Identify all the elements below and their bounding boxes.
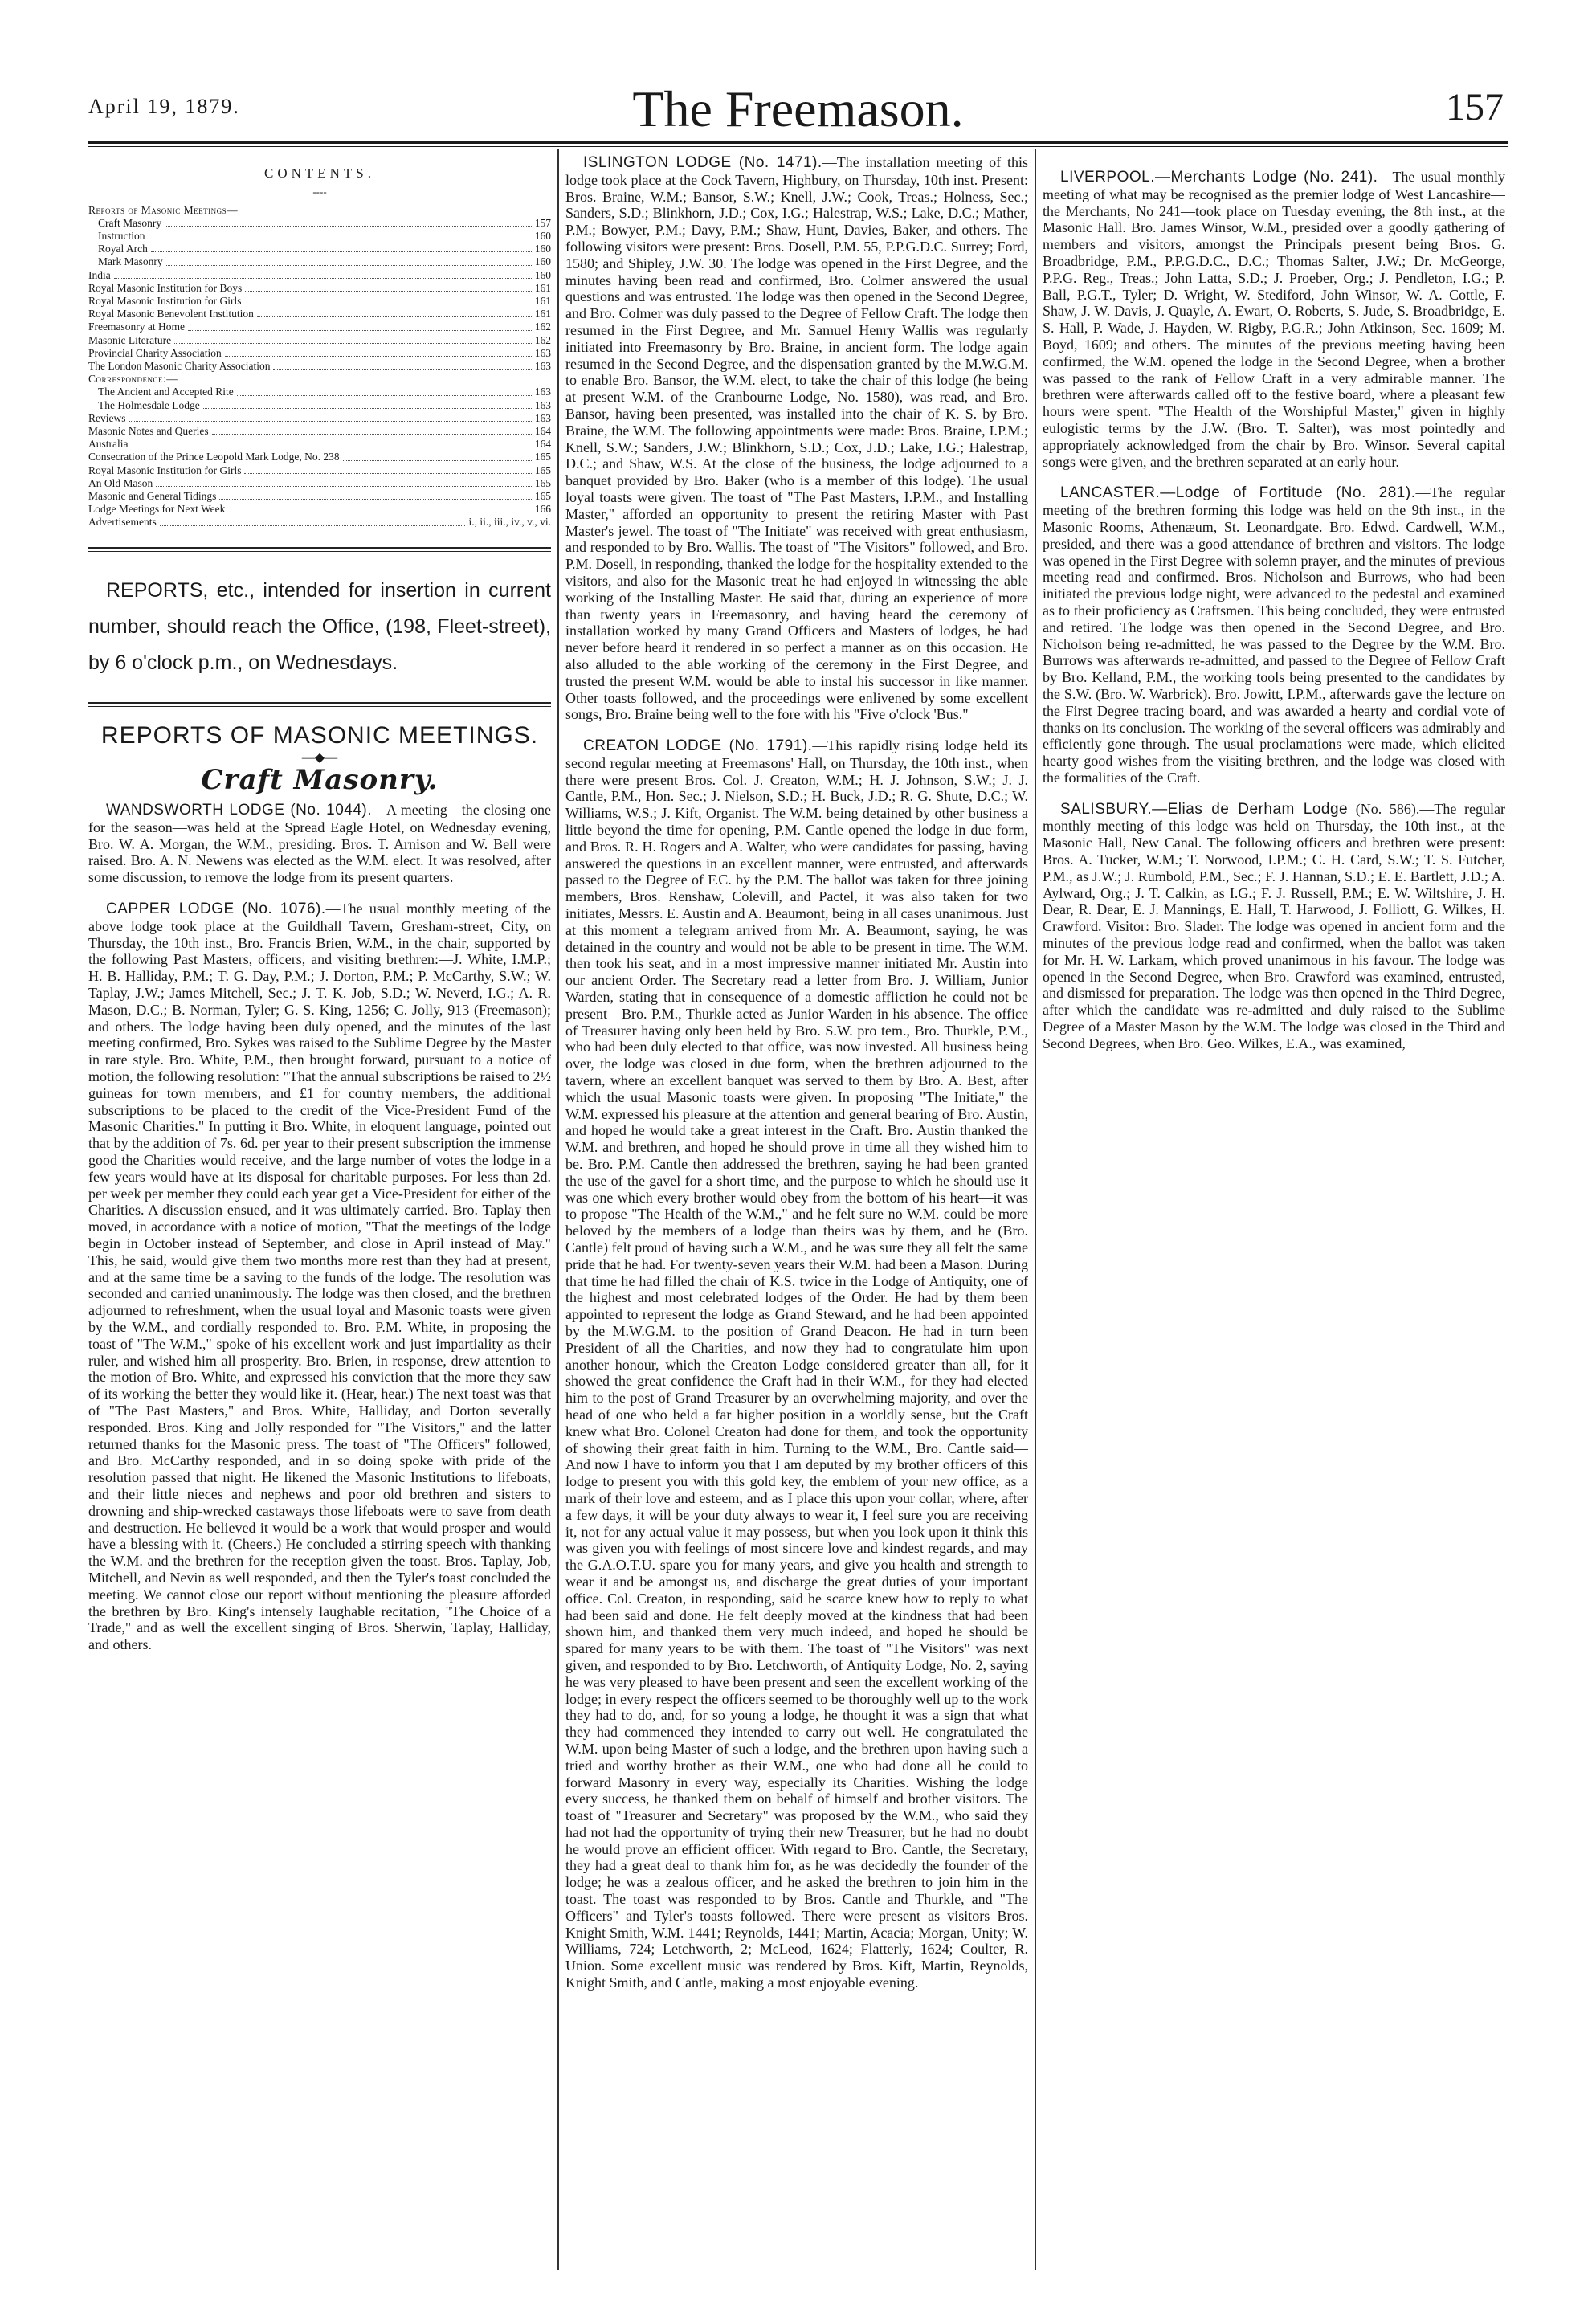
contents-entry-title: Advertisements (88, 516, 157, 529)
report-body: —The usual monthly meeting of what may be recognised as the premier lodge of West Lancashire—the Merchants, No 241—took place on Tuesday evening, the 8th inst., at the Masonic Hall. Bro. James Winsor, W.M., presided over a goodly gathering of members and visitors, amongst the Principals present being Bros. G. Broadbridge, P.M., P.P.G.D.C., D.C.; Thomas Salter, J.W.; Dr. McGeorge, P.P.G. Reg., Treas.; John Latta, S.D.; J. Proeber, Org.; J. Pendleton, I.G.; P. Ball, P.G.T., Tyler; D. Wright, W. Stediford, John Winsor, W. A. Cottle, F. Shaw, J. W. Davis, J. Quayle, A. Ewart, O. Roberts, S. Jude, S. Broadbridge, E. S. Hall, P. Wade, J. Hayden, W. Rigby, P.G.R.; John Atkinson, Sec. 1609; M. Boyd, 1609; and others. The minutes of the previous meeting having been confirmed, the W.M. opened the lodge in the Second Degree, when a brother was passed to the rank of Fellow Craft in a very admirable manner. The brethren were afterwards called off to the festive board, where a pleasant few hours were spent. "The Health of the Worshipful Master," given in highly eulogistic terms by the J.W. (Bro. T. Salter), was most pointedly and appropriately acknowledged from the chair by Bro. Winsor. Several capital songs were given, and the brethren separated at an early hour. (1043, 169, 1505, 470)
contents-entry (88, 295, 551, 308)
report-liverpool (1043, 169, 1505, 470)
contents-entry-page: 163 (534, 386, 551, 398)
contents-entry-title: Australia (88, 438, 129, 451)
column-divider (557, 149, 559, 2270)
report-body: —A meeting—the closing one for the season—was held at the Spread Eagle Hotel, on Wednesday evening, Bro. W. A. Morgan, the W.M., presiding. Bros. T. Arnison and W. Bell were raised. Bro. A. N. Newens was elected as the W.M. elect. It was resolved, after some discussion, to remove the lodge from its present quarters. (88, 802, 551, 886)
contents-entry (88, 373, 551, 386)
contents-entry-page: 166 (534, 503, 551, 516)
masthead-rule-thick (88, 141, 1508, 144)
column-2 (565, 154, 1028, 2267)
report-body: —The usual monthly meeting of the above lodge took place at the Guildhall Tavern, Gresham-street, City, on Thursday, the 10th inst., Bro. Francis Brien, W.M., in the chair, supported by the following Past Masters, officers, and visiting brethren:—J. White, I.M.P.; H. B. Halliday, P.M.; T. G. Day, P.M.; J. Dorton, P.M.; P. McCarthy, S.W.; W. Taplay, J.W.; James Mitchell, Sec.; J. T. K. Job, S.D.; W. Neverd, I.G.; A. R. Mason, D.C.; B. Norman, Tyler; G. S. King, 1256; C. Jolly, 913 (Freemason); and others. The lodge having been duly opened, and the minutes of the last meeting confirmed, Bro. Sykes was raised to the Sublime Degree by the Master in rare style. Bro. White, P.M., then brought forward, pursuant to a notice of motion, the following resolution: "That the annual subscriptions be raised to 2½ guineas for town members, and £1 for country members, the additional subscriptions to be placed to the credit of the Vice-President Fund of the Masonic Charities." In putting it Bro. White, in eloquent language, pointed out that by the addition of 7s. 6d. per year to their present subscription the immense good the Charities would receive, and the large number of votes the lodge in a few years would have at its disposal for charitable purposes. For less than 2d. per week per member they could each year get a Vice-President for either of the Charities. A discussion ensued, and it was ultimately carried. Bro. Taplay then moved, in accordance with a notice of motion, "That the meetings of the lodge begin in October instead of September, and close in April instead of May." This, he said, would give them two months more rest than they had at present, and at the same time be a saving to the funds of the lodge. The resolution was seconded and carried unanimously. The lodge was then closed, and the brethren adjourned to refreshment, when the usual loyal and Masonic toasts were given by the W.M., and cordially responded to. Bro. P.M. White, in proposing the toast of "The W.M.," spoke of his excellent work and just impartiality as their ruler, and wished him all prosperity. Bro. Brien, in response, drew attention to the motion of Bro. White, and expressed his conviction that the more they saw of its working the better they would like it. (Hear, hear.) The next toast was that of "The Past Masters," and Bros. White, Halliday, and Dorton severally responded. Bros. King and Jolly responded for "The Visitors," and the latter returned thanks for the Masonic press. The toast of "The Officers" followed, and Bro. McCarthy responded, and in so doing spoke with pride of the resolution passed that night. He likened the Masonic Institutions to lifeboats, and their little nieces and nephews and poor old brethren and sisters to drowning and ship-wrecked castaways those lifeboats were to save from death and destruction. He believed it would be a work that would prosper and would have a blessing with it. (Cheers.) He concluded a stirring speech with thanking the W.M. and the brethren for the reception given the toast. Bros. Taplay, Job, Mitchell, and Nevin as well responded, and then the Tyler's toast concluded the meeting. We cannot close our report without mentioning the pleasure afforded the brethren by Bro. King's intensely laughable recitation, "The Choice of a Trade," and as well the excellent singing of Bros. Sherwin, Taplay, Halliday, and others. (88, 900, 551, 1653)
contents-entry-title: India (88, 268, 111, 281)
contents-entry-title: An Old Mason (88, 476, 153, 489)
contents-entry (88, 477, 551, 490)
contents-entry (88, 243, 551, 255)
column-1 (88, 154, 551, 2267)
masthead-title: The Freemason. (632, 80, 964, 137)
contents-entry-page: 162 (534, 333, 551, 346)
contents-entry-page: 165 (534, 463, 551, 476)
masthead-rule-thin (88, 146, 1508, 147)
contents-entry (88, 269, 551, 282)
contents-entry (88, 347, 551, 360)
contents-entry (88, 230, 551, 243)
contents-entry-page: 161 (534, 308, 551, 321)
ornament-divider: —◆— (301, 751, 338, 766)
contents-entry-title: Masonic and General Tidings (88, 490, 217, 503)
report-lancaster (1043, 484, 1505, 786)
report-lead: WANDSWORTH LODGE (No. 1044). (106, 802, 373, 819)
contents-entry-page: 163 (534, 360, 551, 373)
contents-entry (88, 386, 551, 398)
section-rule-thin (88, 551, 551, 552)
contents-entry (88, 255, 551, 268)
contents-entry-title: Royal Masonic Institution for Girls (88, 463, 242, 476)
section-rule-thin (88, 706, 551, 707)
contents-entry-title: Masonic Notes and Queries (88, 425, 209, 438)
contents-entry-page: 161 (534, 281, 551, 294)
contents-entry (88, 451, 551, 463)
contents-entry-title: Freemasonry at Home (88, 321, 185, 333)
contents-entry-page: 163 (534, 346, 551, 359)
contents-entry-title: The Holmesdale Lodge (98, 398, 200, 411)
report-salisbury (1043, 801, 1505, 1052)
report-creaton (565, 737, 1028, 1991)
contents-entry-page: 163 (534, 411, 551, 424)
contents-entry-page: 160 (534, 268, 551, 281)
contents-entry (88, 516, 551, 529)
contents-entry (88, 217, 551, 230)
column-divider (1035, 149, 1036, 2270)
report-lead: ISLINGTON LODGE (No. 1471). (583, 154, 822, 171)
contents-entry (88, 490, 551, 503)
contents-entry (88, 360, 551, 373)
contents-entry-page: 163 (534, 398, 551, 411)
contents-entry (88, 282, 551, 295)
contents-entry-page: 160 (534, 255, 551, 268)
contents-entry (88, 399, 551, 412)
report-body: —The installation meeting of this lodge took place at the Cock Tavern, Highbury, on Thursday, 10th inst. Present: Bros. Braine, W.M.; Bansor, S.W.; Knell, J.W.; Cook, Treas.; Holness, Sec.; Sanders, S.D.; Blinkhorn, J.D.; Cox, I.G.; Halestrap, W.S.; Lake, D.C.; Mather, P.M.; Bowyer, P.M.; Davy, P.M.; Shaw, Hunt, Davies, Baker, and others. The following visitors were present: Bros. Dosell, P.M. 55, P.P.G.D.C. Surrey; Ford, 1580; and Shipley, J.W. 30. The lodge was opened in the First Degree, and the minutes having been read and confirmed, Bro. Colmer answered the usual questions and was entrusted. The lodge was then opened in the Second Degree, and Bro. Colmer was duly passed to the Degree of Fellow Craft. The lodge then resumed in the First Degree, and Mr. Samuel Henry Wallis was regularly initiated into Freemasonry by Bro. Braine, in ancient form. The lodge again resumed in the Second Degree, and the dispensation granted by the M.W.G.M. to enable Bro. Bansor, the W.M. elect, to take the chair of this lodge (he being at present W.M. of the Cranbourne Lodge, No. 1580), was read, and Bro. Bansor, having been presented, was installed into the chair of K. S. by Bro. Braine, the W.M. The following appointments were made: Bros. Braine, I.P.M.; Knell, S.W.; Sanders, J.W.; Blinkhorn, S.D.; Cox, J.D.; Lake, I.G.; Halestrap, D.C.; and Shaw, W.S. At the close of the business, the lodge adjourned to a banquet provided by Bro. Baker (who is a member of this lodge). The usual loyal toasts were given. The toast of "The Past Masters, I.P.M., and Installing Master," afforded an opportunity to present the retiring Master with Past Master's jewel. The toast of "The Initiate" was received with great enthusiasm, and responded to by Bro. Wallis. The toast of "The Visitors" followed, and Bro. P.M. Dosell, in responding, thanked the lodge for the hospitality extended to the visitors, and also for the Masonic treat he had enjoyed in witnessing the able working of the Installing Master. He said that, during an experience of more than twenty years in Freemasonry, and having heard the ceremony of installation worked by many Grand Officers and Masters of lodges, he had never before heard it rendered in so perfect a manner as on this occasion. He also alluded to the able working of the ceremony in the First Degree, and trusted the present W.M. would be able to instal his successor in like manner. Other toasts followed, and the proceedings were enlivened by some excellent songs, Bro. Braine being well to the fore with his "Five o'clock 'Bus." (565, 154, 1028, 723)
contents-entry (88, 204, 551, 217)
contents-entry-page: 164 (534, 438, 551, 451)
contents-entry-title: Correspondence:— (88, 373, 178, 386)
contents-entry-title: Consecration of the Prince Leopold Mark Lodge, No. 238 (88, 451, 340, 463)
report-capper (88, 900, 551, 1653)
contents-entry-title: Masonic Literature (88, 333, 172, 346)
report-lead: LIVERPOOL.—Merchants Lodge (No. 241). (1060, 169, 1378, 186)
section-rule (88, 702, 551, 704)
report-lead: SALISBURY.—Elias de Derham Lodge (1060, 800, 1349, 818)
report-lead: CREATON LODGE (No. 1791). (583, 737, 813, 755)
report-body: —The regular meeting of the brethren forming this lodge was held on the 9th inst., in the Masonic Rooms, Athenæum, St. Leonardgate. Bro. Edwd. Cardwell, W.M., presided, and there was a good attendance of brethren and visitors. The lodge was opened in the First Degree with solemn prayer, and the minutes of previous meeting read and confirmed. Bros. Nicholson and Burrows, who had been initiated the previous lodge night, were advanced to the pedestal and examined as to their proficiency as Craftsmen. This being concluded, they were entrusted and retired. The lodge was then opened in the Second Degree, and Bro. Nicholson being re-admitted, he was passed to the Degree by the W.M. Bro. Burrows was afterwards re-admitted, and passed to the Degree of Fellow Craft by Bro. Kelland, P.M., the working tools being presented to the candidates by the S.W. (Bro. W. Warbrick). Bro. Jowitt, I.P.M., afterwards gave the lecture on the First Degree tracing board, and was awarded a hearty and cordial vote of thanks on its conclusion. The working of the several officers was admirably and efficiently gone through. The usual proclamations were made, which elicited hearty good wishes from the visiting brethren, and the lodge was closed with the formalities of the Craft. (1043, 484, 1505, 786)
report-lead: CAPPER LODGE (No. 1076). (106, 900, 326, 918)
issue-date: April 19, 1879. (88, 95, 240, 118)
contents-entry-page: 162 (534, 321, 551, 333)
contents-entry-page: 160 (534, 243, 551, 255)
report-wandsworth (88, 802, 551, 886)
contents-entry (88, 438, 551, 451)
report-body: —This rapidly rising lodge held its second regular meeting at Freemasons' Hall, on Thursday, the 10th inst., when there were present Bros. Col. J. Creaton, W.M.; H. J. Johnson, S.W.; J. J. Cantle, P.M., Hon. Sec.; J. Nielson, S.D.; H. Buck, J.D.; R. G. Shute, D.C.; W. Williams, W.S.; J. Kift, Organist. The W.M. being detained by other business a little beyond the time for opening, P.M. Cantle opened the lodge in due form, and Bros. R. H. Rogers and A. Walter, who were candidates for passing, having answered the questions in an excellent manner, were entrusted, and afterwards passed to the Degree of F.C. by the P.M. The ballot was taken for three joining members, Bros. Renshaw, Colevill, and Pactel, it was also taken for two initiates, Messrs. E. Austin and A. Beaumont, being in all cases unanimous. Just at this moment a telegram arrived from Mr. A. Beaumont, saying, he was detained in the country and would not be able to be present in time. The W.M. then took his seat, and in a most impressive manner initiated Mr. Austin into our ancient Order. The Secretary read a letter from Bro. J. William, Junior Warden, stating that in consequence of a domestic affliction he could not be present—Bro. P.M., Thurkle acted as Junior Warden in his absence. The office of Treasurer having only been held by Bro. S.W. pro tem., Bro. Thurkle, P.M., who had been duly elected to that office, was now invested. All business being over, the lodge was closed in due form, when the brethren adjourned to the tavern, where an excellent banquet was served to them by Bro. A. Best, after which the usual Masonic toasts were given. In proposing "The Initiate," the W.M. expressed his pleasure at the attention and general bearing of Bro. Austin, and hoped he would take a great interest in the Craft. Bro. Austin thanked the W.M. and brethren, and hoped he should prove in time all they wished him to be. Bro. P.M. Cantle then addressed the brethren, saying he had been granted the use of the gavel for a short time, and the purpose to which he should use it was one which every brother would obey from the bottom of his heart—it was to propose "The Health of the W.M.," and he felt sure no W.M. could be more beloved by the members of a lodge than theirs was by them, and he (Bro. Cantle) felt proud of having such a W.M., and he was sure they all felt the same pride that he had. For twenty-seven years their W.M. had been a Mason. During that time he had filled the chair of K.S. twice in the Lodge of Antiquity, one of the highest and most celebrated lodges of the Order. He had by them been appointed to represent the lodge as Grand Steward, and he had been appointed by the M.W.G.M. to the position of Grand Deacon. He had in turn been President of all the Charities, and now they had to congratulate him upon another honour, which the Creaton Lodge considered greater than all, for it showed the great confidence the Craft had in their W.M., for they had elected him to the post of Grand Treasurer by an overwhelming majority, and over the head of one who held a far higher position in a worldly sense, but the Craft knew what Bro. Colonel Creaton had done for them, and took the opportunity of showing their great faith in him. Turning to the W.M., Bro. Cantle said—And now I have to inform you that I am deputed by my brother officers of this lodge to present you with this gold key, the emblem of your new office, as a mark of their love and esteem, and as I place this upon your collar, where, after a few days, it will be your duty always to wear it, I feel sure you are receiving it, not for any actual value it may possess, but when you look upon it think this was given you with feelings of most sincere love and kindest regards, and may the G.A.O.T.U. spare you for many years, and give you health and strength to wear it and be amongst us, and discharge the great duties of your important office. Col. Creaton, in responding, said he scarce knew how to reply to what had been said and done. He felt deeply moved at the kindness that had been shown him, and thanked them very much indeed, and hoped he should be spared for many years to be with them. The toast of "The Visitors" was next given, and responded to by Bro. Letchworth, of Antiquity Lodge, No. 2, saying he was very pleased to have been present and seen the excellent working of the lodge; in every respect the officers seemed to be thoroughly well up to the work they had to do, and, for so young a lodge, he thought it was a sign that what they had commenced they intended to carry out well. He congratulated the W.M. upon being Master of such a lodge, and the brethren upon having such a tried and worthy brother as their W.M., one who had done all he could to forward Masonry in every way, especially its Charities. Wishing the lodge every success, he thanked them on behalf of himself and brother visitors. The toast of "Treasurer and Secretary" was proposed by the W.M., who said they had not had the opportunity of trying their new Treasurer, but he had no doubt he would prove an efficient officer. With regard to Bro. Cantle, the Secretary, they had a great deal to thank him for, as he was decidedly the founder of the lodge; he was a zealous officer, and he asked the brethren to join him in the toast. The toast was responded to by Bros. Cantle and Thurkle, and "The Officers" and Tyler's toasts followed. There were present as visitors Bros. Knight Smith, W.M. 1441; Reynolds, 1441; Martin, Acacia; Morgan, Unity; W. Williams, 724; Letchworth, 2; McLeod, 1624; Flatterly, 1624; Coulter, R. Union. Some excellent music was rendered by Bros. Kift, Martin, Reynolds, Knight Smith, and Cantle, making a most enjoyable evening. (565, 737, 1028, 1991)
section-rule (88, 547, 551, 549)
contents-entry-title: Mark Masonry (98, 255, 163, 268)
contents-entry-title: The Ancient and Accepted Rite (98, 386, 234, 398)
contents-dash: ---- (312, 185, 327, 198)
report-islington (565, 154, 1028, 723)
contents-entry-title: The London Masonic Charity Association (88, 360, 271, 373)
column-3 (1043, 154, 1505, 2267)
contents-entry-title: Royal Masonic Institution for Boys (88, 281, 243, 294)
submission-notice: REPORTS, etc., intended for insertion in current number, should reach the Office, (198, Fleet-street), by 6 o'clock p.m., on Wednesdays. (88, 578, 551, 674)
report-body: (No. 586).—The regular monthly meeting of this lodge was held on Thursday, the 10th inst., at the Masonic Hall, New Canal. The following officers and brethren were present: Bros. A. Tucker, W.M.; T. Norwood, I.P.M.; C. H. Card, S.W.; T. S. Futcher, P.M., as J.W.; J. Rumbold, P.M., Sec.; F. J. Hannan, S.D.; E. E. Bartlett, J.D.; A. Aylward, Org.; J. T. Calkin, as I.G.; F. J. Russell, P.M.; E. W. Wiltshire, J. H. Dear, R. Dear, E. J. Mannings, E. Hall, T. Harwood, J. Folliott, G. Wilkes, H. Crawford. Visitor: Bro. Slader. The lodge was opened in ancient form and the minutes of the previous lodge read and confirmed, when the ballot was taken for Mr. H. W. Larkam, which proved unanimous in his favour. The lodge was opened in the Second Degree, when Bro. Crawford was examined, entrusted, and dismissed for preparation. The lodge was then opened in the Third Degree, after which the candidate was re-admitted and duly raised to the Sublime Degree of a Master Mason by the W.M. The lodge was closed in the Third and Second Degrees, when Bro. Geo. Wilkes, E.A., was examined, (1043, 800, 1505, 1051)
contents-heading: CONTENTS. (263, 165, 376, 181)
contents-entry-title: Reports of Masonic Meetings— (88, 203, 239, 216)
contents-entry-page: 157 (534, 216, 551, 229)
page-number: 157 (1446, 86, 1504, 129)
contents-entry-title: Craft Masonry (98, 216, 162, 229)
contents-entry-page: 165 (534, 490, 551, 503)
contents-entry-title: Royal Masonic Institution for Girls (88, 295, 242, 308)
contents-entry (88, 412, 551, 425)
contents-entry (88, 425, 551, 438)
contents-entry-page: 164 (534, 425, 551, 438)
contents-entry (88, 503, 551, 516)
subsection-heading: Craft Masonry. (201, 764, 439, 797)
contents-entry-title: Royal Masonic Benevolent Institution (88, 308, 254, 321)
contents-entry-title: Lodge Meetings for Next Week (88, 503, 226, 516)
contents-entry-page: 161 (534, 295, 551, 308)
contents-entry-title: Reviews (88, 411, 126, 424)
contents-list (88, 204, 551, 529)
contents-entry (88, 321, 551, 333)
contents-entry-title: Instruction (98, 230, 145, 242)
contents-entry-page: 160 (534, 230, 551, 242)
contents-entry (88, 308, 551, 321)
contents-entry (88, 334, 551, 347)
contents-entry-page: 165 (534, 476, 551, 489)
section-heading: REPORTS OF MASONIC MEETINGS. (100, 721, 539, 749)
contents-entry-title: Provincial Charity Association (88, 346, 222, 359)
contents-entry-page: 165 (534, 451, 551, 463)
contents-entry-page: i., ii., iii., iv., v., vi. (468, 516, 551, 529)
contents-entry (88, 464, 551, 477)
report-lead: LANCASTER.—Lodge of Fortitude (No. 281). (1060, 484, 1416, 502)
contents-entry-title: Royal Arch (98, 243, 148, 255)
